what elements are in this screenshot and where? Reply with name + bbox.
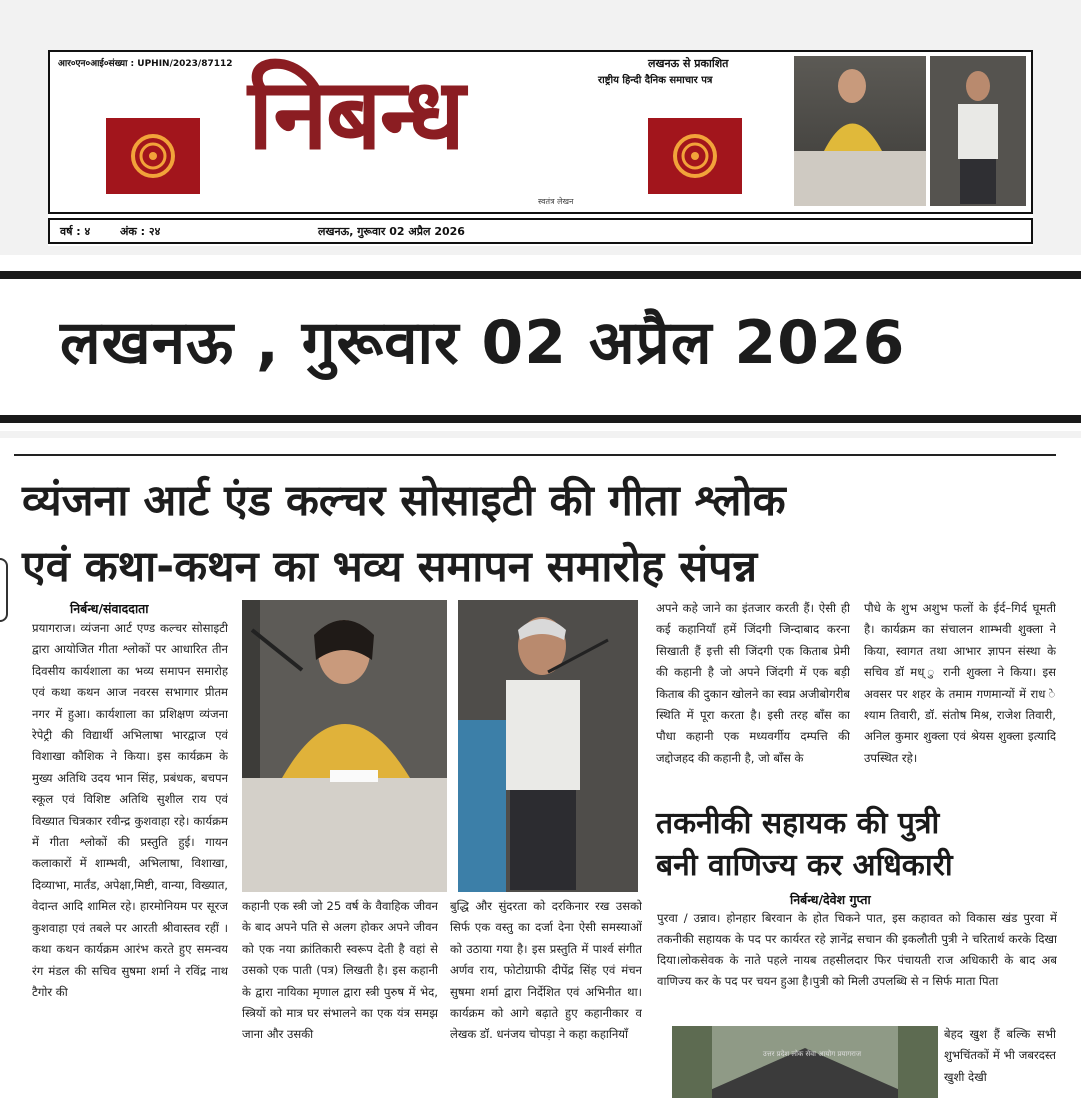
article-column-2: कहानी एक स्त्री जो 25 वर्ष के वैवाहिक जीवन के बाद अपने पति से अलग होकर अपने जीवन को एक नया क्रांतिकारी स्वरूप देती है वहां से उसको एक पाती (पत्र) लिखती है। इस कहानी के द्वारा नायिका मृणाल द्वारा स्त्री पुरुष में भेद, स्त्रियों को मात्र घर संभालने का एक यंत्र समझ जाना और उसकी xyxy=(242,899,438,1042)
published-from: लखनऊ से प्रकाशित xyxy=(648,57,729,70)
masthead-dateline: लखनऊ, गुरूवार 02 अप्रैल 2026 xyxy=(318,225,465,238)
masthead-photo-speaker-woman xyxy=(794,56,926,206)
second-headline-line-1: तकनीकी सहायक की पुत्री xyxy=(656,806,940,841)
article-column-5: पौधे के शुभ अशुभ फलों के ईर्द–गिर्द घूमती है। कार्यक्रम का संचालन शाम्भवी शुक्ला ने किया, स्वागत तथा आभार ज्ञापन संस्था के सचिव डॉ मध् ु रानी शुक्ला ने किया। इस अवसर पर शहर के तमाम गणमान्यों में राध े श्याम तिवारी, डॉ. संतोष मिश्र, राजेश तिवारी, अनिल कुमार शुक्ला एवं श्रेयस शुक्ला इत्यादि उपस्थित रहे। xyxy=(864,601,1056,765)
date-banner xyxy=(0,255,1081,431)
article-column-3: बुद्धि और सुंदरता को दरकिनार रख उसको सिर्फ एक वस्तु का दर्जा देना ऐसी समस्याओं को उठाया गया है। इस प्रस्तुति में पार्श्व संगीत अर्णव राय, फोटोग्राफी दीपेंद्र सिंह एवं मंचन सुषमा शर्मा द्वारा निर्देशित एवं अभिनीत था। कार्यक्रम को आगे बढ़ाते हुए कहानीकार व लेखक डॉ. धनंजय चोपड़ा ने कहा कहानियाँ xyxy=(450,899,642,1042)
second-article-body-tail: बेहद खुश हैं बल्कि सभी शुभचिंतकों में भी जबरदस्त खुशी देखी xyxy=(944,1027,1056,1084)
article-byline: निर्बन्ध/संवाददाता xyxy=(70,601,149,616)
second-article-body: पुरवा / उन्नाव। होनहार बिरवान के होत चिकने पात, इस कहावत को विकास खंड पुरवा में तकनीकी सहायक के पद पर कार्यरत रहे ज्ञानेंद्र सचान की इकलौती पुत्री ने चरितार्थ करके दिखा दिया।लोकसेवक के नाते पहले नायब तहसीलदार फिर पंचायती राज अधिकारी के बाद अब वाणिज्य कर के पद पर चयन हुआ है।पुत्री को मिली उपलब्धि से न सिर्फ माता पिता xyxy=(657,911,1057,988)
article-column-4: अपने कहे जाने का इंतजार करती हैं। ऐसी ही कई कहानियाँ हमें जिंदगी जिन्दाबाद करना सिखाती हैं इत्ती सी जिंदगी एक किताब प्रेमी की कहानी है जो अपने जिंदगी में एक बड़ी किताब की दुकान खोलने का स्वप्न अजीबोगरीब स्थिति में पूरा करता है। इसी तरह बाँस का पौधा कहानी एक मध्यवर्गीय दम्पत्ति की जद्दोजहद की कहानी है, जो बाँस के xyxy=(656,601,850,765)
masthead-photo-speaker-man xyxy=(930,56,1026,206)
bottom-rule xyxy=(0,415,1081,423)
page-rule xyxy=(14,454,1056,456)
date-banner-text: लखनऊ , गुरूवार 02 अप्रैल 2026 xyxy=(60,308,906,378)
masthead xyxy=(48,50,1033,246)
building-sign: उत्तर प्रदेश लोक सेवा आयोग प्रयागराज xyxy=(762,1050,862,1058)
right-emblem xyxy=(648,118,742,194)
logo-tagline: स्वतंत्र लेखन xyxy=(538,197,574,206)
photo-woman-reading xyxy=(242,600,447,892)
volume-year: वर्ष : ४ xyxy=(60,225,91,238)
photo-commission-building xyxy=(672,1026,938,1098)
article-column-1: प्रयागराज। व्यंजना आर्ट एण्ड कल्चर सोसाइटी द्वारा आयोजित गीता श्लोकों पर आधारित तीन दिवसीय कार्यशाला का भव्य समापन समारोह एवं कथा कथन आज नवरस सभागार प्रीतम नगर में हुआ। कार्यशाला का प्रशिक्षण व्यंजना रेपेट्री की विद्यार्थी अभिलाषा भारद्वाज एवं विशाखा कौशिक ने किया। इस कार्यक्रम के मुख्य अतिथि उदय भान सिंह, प्रबंधक, बचपन स्कूल एवं विशिष्ट अतिथि सुशील राय एवं विख्यात चित्रकार रवीन्द्र कुशवाहा रहे। कार्यक्रम में गीता श्लोकों की प्रस्तुति हुई। गायन कलाकारों में शाम्भवी, अभिलाषा, विशाखा, दिव्याभा, मार्तंड, अपेक्षा,मिष्टी, वान्या, विख्यात, वेदान्त आदि शामिल रहे। हारमोनियम पर सूरज कुशवाहा एवं तबले पर आरती श्रीवास्तव रहीं । कथा कथन कार्यक्रम आरंभ करते हुए समन्वय रंग मंडल की सचिव सुषमा शर्मा ने रविंद्र नाथ टैगोर की xyxy=(32,621,228,999)
headline-line-2: एवं कथा-कथन का भव्य समापन समारोह संपन्न xyxy=(22,542,758,592)
second-article-byline: निर्बन्ध/देवेश गुप्ता xyxy=(790,892,871,907)
registration-number: आर०एन०आई०संख्या : UPHIN/2023/87112 xyxy=(58,59,233,69)
newspaper-logo: निबन्ध xyxy=(248,57,464,172)
headline-line-1: व्यंजना आर्ट एंड कल्चर सोसाइटी की गीता श्लोक xyxy=(22,476,786,526)
article-page xyxy=(0,438,1081,1099)
newspaper-descriptor: राष्ट्रीय हिन्दी दैनिक समाचार पत्र xyxy=(598,75,713,86)
second-headline-line-2: बनी वाणिज्य कर अधिकारी xyxy=(656,848,953,883)
swirl-icon xyxy=(106,118,200,194)
issue-bar xyxy=(48,218,1033,244)
edge-fragment xyxy=(0,558,8,622)
photo-man-speaking xyxy=(458,600,638,892)
swirl-icon xyxy=(648,118,742,194)
issue-number: अंक : २४ xyxy=(120,225,161,238)
left-emblem xyxy=(106,118,200,194)
top-rule xyxy=(0,271,1081,279)
